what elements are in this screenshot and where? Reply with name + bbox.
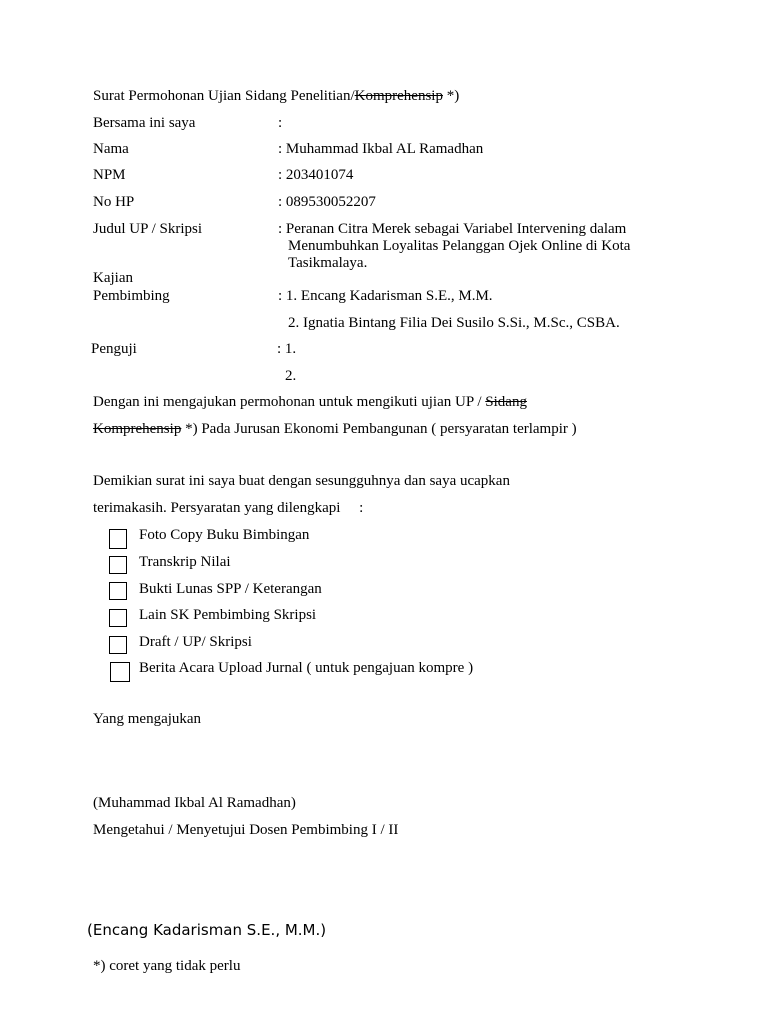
- requirement-label: Draft / UP/ Skripsi: [139, 634, 252, 650]
- requirement-checkbox[interactable]: [109, 582, 127, 600]
- approval-label: Mengetahui / Menyetujui Dosen Pembimbing I / II: [93, 822, 399, 838]
- pembimbing-label-1: Kajian: [93, 270, 133, 286]
- applicant-label: Yang mengajukan: [93, 711, 202, 727]
- npm-label: NPM: [93, 167, 126, 183]
- pembimbing-value-1: : 1. Encang Kadarisman S.E., M.M.: [278, 288, 493, 304]
- pembimbing-value-2: 2. Ignatia Bintang Filia Dei Susilo S.Si., M.Sc., CSBA.: [288, 315, 620, 331]
- requirement-label: Berita Acara Upload Jurnal ( untuk pengajuan kompre ): [139, 660, 474, 676]
- footnote: *) coret yang tidak perlu: [93, 958, 241, 974]
- intro-colon: :: [278, 115, 283, 131]
- requirement-label: Transkrip Nilai: [139, 554, 231, 570]
- closing-line-2: terimakasih. Persyaratan yang dilengkapi :: [93, 500, 364, 516]
- judul-line-1: : Peranan Citra Merek sebagai Variabel Intervening dalam: [278, 221, 627, 237]
- requirement-checkbox[interactable]: [109, 529, 127, 549]
- penguji-value-2: 2.: [285, 368, 297, 384]
- judul-line-2: Menumbuhkan Loyalitas Pelanggan Ojek Online di Kota: [288, 238, 631, 254]
- request-struck-2: Komprehensip: [93, 421, 182, 437]
- judul-line-3: Tasikmalaya.: [288, 255, 368, 271]
- request-text-1: Dengan ini mengajukan permohonan untuk mengikuti ujian UP /: [93, 394, 486, 410]
- closing-line-1: Demikian surat ini saya buat dengan sesungguhnya dan saya ucapkan: [93, 473, 510, 489]
- request-line-2: [93, 420, 577, 438]
- requirement-checkbox[interactable]: [109, 636, 127, 654]
- requirement-label: Bukti Lunas SPP / Keterangan: [139, 581, 322, 597]
- request-struck-1: Sidang: [485, 394, 527, 410]
- nama-value: : Muhammad Ikbal AL Ramadhan: [278, 141, 484, 157]
- requirement-checkbox[interactable]: [109, 609, 127, 627]
- pembimbing-label-2: Pembimbing: [93, 288, 170, 304]
- request-line-1: [93, 393, 527, 411]
- title-struck-text: Komprehensip: [354, 88, 443, 104]
- requirement-checkbox[interactable]: [109, 556, 127, 574]
- penguji-label: Penguji: [91, 341, 137, 357]
- advisor-name: (Encang Kadarisman S.E., M.M.): [87, 921, 327, 939]
- applicant-name: (Muhammad Ikbal Al Ramadhan): [93, 795, 296, 811]
- hp-value: : 089530052207: [278, 194, 376, 210]
- requirement-checkbox[interactable]: [110, 662, 130, 682]
- judul-label: Judul UP / Skripsi: [93, 221, 203, 237]
- npm-value: : 203401074: [278, 167, 354, 183]
- page-title: [93, 87, 459, 105]
- penguji-value-1: : 1.: [277, 341, 297, 357]
- requirement-label: Lain SK Pembimbing Skripsi: [139, 607, 317, 623]
- nama-label: Nama: [93, 141, 129, 157]
- title-suffix: *): [442, 88, 460, 104]
- hp-label: No HP: [93, 194, 135, 210]
- title-text: Surat Permohonan Ujian Sidang Penelitian/: [93, 88, 355, 104]
- requirement-label: Foto Copy Buku Bimbingan: [139, 527, 310, 543]
- request-text-2: *) Pada Jurusan Ekonomi Pembangunan ( persyaratan terlampir ): [181, 421, 577, 437]
- intro-label: Bersama ini saya: [93, 115, 196, 131]
